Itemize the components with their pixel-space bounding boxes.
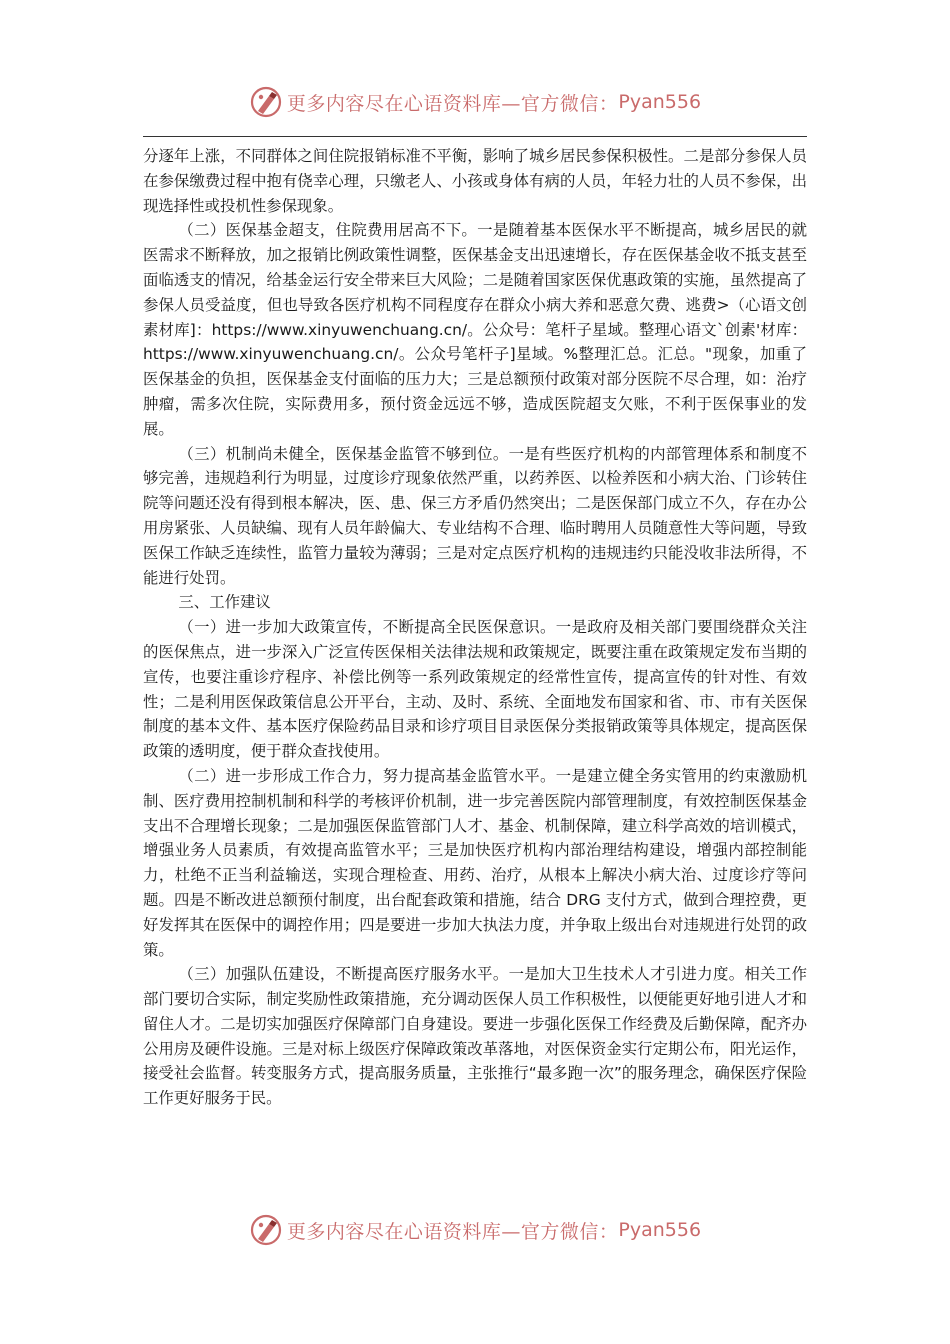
- paragraph: 分逐年上涨，不同群体之间住院报销标准不平衡，影响了城乡居民参保积极性。二是部分参保人员在参保缴费过程中抱有侥幸心理，只缴老人、小孩或身体有病的人员，年轻力壮的人员不参保，出现选择性或投机性参保现象。: [143, 147, 807, 215]
- header-rule: [143, 136, 807, 137]
- footer-watermark: [0, 1210, 950, 1250]
- paragraph: （一）进一步加大政策宣传，不断提高全民医保意识。一是政府及相关部门要围绕群众关注的医保焦点，进一步深入广泛宣传医保相关法律法规和政策规定，既要注重在政策规定发布当期的宣传，也要注重诊疗程序、补偿比例等一系列政策规定的经常性宣传，提高宣传的针对性、有效性；二是利用医保政策信息公开平台，主动、及时、系统、全面地发布国家和省、市、市有关医保制度的基本文件、基本医疗保险药品目录和诊疗项目目录医保分类报销政策等具体规定，提高医保政策的透明度，便于群众查找使用。: [143, 618, 807, 761]
- watermark-text: 更多内容尽在心语资料库—官方微信：: [286, 92, 619, 115]
- paragraph: （二）进一步形成工作合力，努力提高基金监管水平。一是建立健全务实管用的约束激励机制、医疗费用控制机制和科学的考核评价机制，进一步完善医院内部管理制度，有效控制医保基金支出不合理增长现象；二是加强医保监管部门人才、基金、机制保障，建立科学高效的培训模式，增强业务人员素质，有效提高监管水平；三是加快医疗机构内部治理结构建设，增强内部控制能力，杜绝不正当利益输送，实现合理检查、用药、治疗，从根本上解决小病大治、过度诊疗等问题。四是不断改进总额预付制度，出台配套政策和措施，结合 DRG 支付方式，做到合理控费，更好发挥其在医保中的调控作用；四是要进一步加大执法力度，并争取上级出台对违规进行处罚的政策。: [143, 766, 807, 959]
- watermark-wechat-id: Pyan556: [618, 91, 702, 113]
- watermark-wechat-id: Pyan556: [618, 1219, 702, 1241]
- watermark-text: 更多内容尽在心语资料库—官方微信：: [286, 1220, 619, 1243]
- paragraph: （三）机制尚未健全，医保基金监管不够到位。一是有些医疗机构的内部管理体系和制度不够完善，违规趋利行为明显，过度诊疗现象依然严重，以药养医、以检养医和小病大治、门诊转住院等问题还没有得到根本解决，医、患、保三方矛盾仍然突出；二是医保部门成立不久，存在办公用房紧张、人员缺编、现有人员年龄偏大、专业结构不合理、临时聘用人员随意性大等问题，导致医保工作缺乏连续性，监管力量较为薄弱；三是对定点医疗机构的违规违约只能没收非法所得，不能进行处罚。: [143, 444, 807, 587]
- document-body: [143, 144, 807, 1111]
- header-watermark: [0, 82, 950, 122]
- pen-nib-icon: [249, 1213, 283, 1247]
- paragraph: （二）医保基金超支，住院费用居高不下。一是随着基本医保水平不断提高，城乡居民的就医需求不断释放，加之报销比例政策性调整，医保基金支出迅速增长，存在医保基金收不抵支甚至面临透支的情况，给基金运行安全带来巨大风险；二是随着国家医保优惠政策的实施，虽然提高了参保人员受益度，但也导致各医疗机构不同程度存在群众小病大养和恶意欠费、逃费>（心语文创素材库]：https://www.xinyuwenchuang.cn/。公众号：笔杆子星域。整理心语文`创素'材库：https://www.xinyuwenchuang.cn/。公众号笔杆子]星域。%整理汇总。汇总。"现象，加重了医保基金的负担，医保基金支付面临的压力大；三是总额预付政策对部分医院不尽合理，如：治疗肿瘤，需多次住院，实际费用多，预付资金远远不够，造成医院超支欠账，不利于医保事业的发展。: [143, 221, 807, 438]
- pen-nib-icon: [249, 85, 283, 119]
- paragraph: （三）加强队伍建设，不断提高医疗服务水平。一是加大卫生技术人才引进力度。相关工作部门要切合实际，制定奖励性政策措施，充分调动医保人员工作积极性，以便能更好地引进人才和留住人才。二是切实加强医疗保障部门自身建设。要进一步强化医保工作经费及后勤保障，配齐办公用房及硬件设施。三是对标上级医疗保障政策改革落地，对医保资金实行定期公布，阳光运作，接受社会监督。转变服务方式，提高服务质量，主张推行“最多跑一次”的服务理念，确保医疗保险工作更好服务于民。: [143, 965, 807, 1108]
- section-heading: 三、工作建议: [178, 593, 271, 612]
